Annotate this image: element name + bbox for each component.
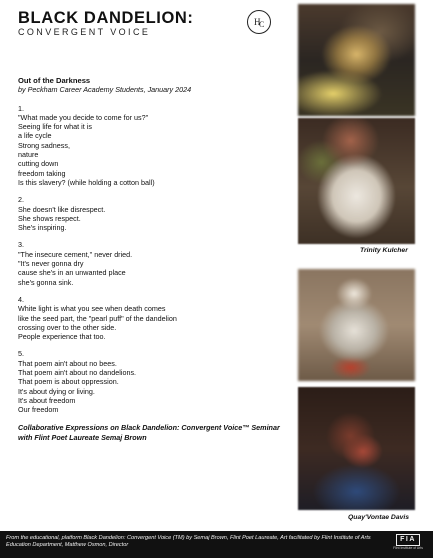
- poem-line: She shows respect.: [18, 213, 81, 223]
- poem-line: "What made you decide to come for us?": [18, 112, 149, 122]
- photo-blurred-portrait-1: [298, 4, 415, 116]
- stanza-number: 1.: [18, 103, 24, 113]
- poem-stanza: [18, 240, 283, 286]
- poem-stanzas: [18, 104, 283, 415]
- poem-stanza: [18, 349, 283, 414]
- stanza-number: 5.: [18, 349, 24, 359]
- poem-line: That poem ain't about no dandelions.: [18, 368, 137, 378]
- poem: [18, 76, 283, 443]
- poem-line: That poem ain't about no bees.: [18, 358, 117, 368]
- poem-line: like the seed part, the "pearl puff" of the dandelion: [18, 313, 177, 323]
- poem-byline: by Peckham Career Academy Students, January 2024: [18, 85, 192, 95]
- poem-line: cause she's in an unwanted place: [18, 268, 126, 278]
- poem-line: crossing over to the other side.: [18, 322, 117, 332]
- poem-line: cutting down: [18, 159, 59, 169]
- seminar-credit-line2: with Flint Poet Laureate Semaj Brown: [18, 432, 147, 442]
- photo-caption-quayvontae: Quay'Vontae Davis: [348, 514, 410, 521]
- poem-line: nature: [18, 150, 39, 160]
- brand-header: [18, 9, 194, 38]
- poem-line: freedom taking: [18, 168, 66, 178]
- photo-quayvontae-davis: [298, 387, 415, 510]
- seminar-credit-line1: Collaborative Expressions on Black Dandelion: Convergent Voice™ Seminar: [18, 422, 280, 432]
- poem-line: She's inspiring.: [18, 223, 67, 233]
- poem-line: Our freedom: [18, 405, 59, 415]
- poem-line: "It's never gonna dry: [18, 259, 84, 269]
- footer-bar: [0, 531, 433, 558]
- poem-line: White light is what you see when death comes: [18, 304, 166, 314]
- poem-line: It's about dying or living.: [18, 386, 95, 396]
- poem-stanza: [18, 195, 283, 232]
- poem-line: She doesn't like disrespect.: [18, 204, 106, 214]
- poem-line: "The insecure cement," never dried.: [18, 249, 133, 259]
- stanza-number: 3.: [18, 240, 24, 250]
- poem-line: It's about freedom: [18, 395, 76, 405]
- brand-name: BLACK DANDELION:: [18, 9, 194, 27]
- photo-trinity-kulcher: [298, 118, 415, 244]
- stanza-number: 2.: [18, 195, 24, 205]
- fia-mark: FIA: [396, 534, 420, 546]
- brand-subtitle: CONVERGENT VOICE: [18, 27, 151, 37]
- poem-line: she's gonna sink.: [18, 277, 74, 287]
- svg-text:H: H: [254, 17, 261, 27]
- poem-stanza: [18, 295, 283, 341]
- fia-name: Flint Institute of Arts: [393, 546, 423, 550]
- poem-line: That poem is about oppression.: [18, 377, 119, 387]
- poem-line: Seeing life for what it is: [18, 122, 92, 132]
- seminar-credit: [18, 423, 283, 443]
- svg-text:C: C: [259, 20, 265, 29]
- hc-monogram-icon: [247, 10, 271, 34]
- footer-text: From the educational, platform Black Dandelion: Convergent Voice (TM) by Semaj Brown, Flint Poet Laureate, Art facilitated by Flint Institute of Arts Education Department, Matthew Osmon, Director: [6, 535, 371, 549]
- poem-title: Out of the Darkness: [18, 76, 91, 85]
- fia-logo: [389, 534, 427, 550]
- poem-line: People experience that too.: [18, 332, 106, 342]
- photo-caption-trinity: Trinity Kulcher: [360, 247, 408, 254]
- stanza-number: 4.: [18, 294, 24, 304]
- poem-line: Strong sadness,: [18, 140, 70, 150]
- poem-stanza: [18, 104, 283, 188]
- poem-line: a life cycle: [18, 131, 52, 141]
- photo-seated-figure: [298, 269, 415, 381]
- poem-line: Is this slavery? (while holding a cotton ball): [18, 177, 155, 187]
